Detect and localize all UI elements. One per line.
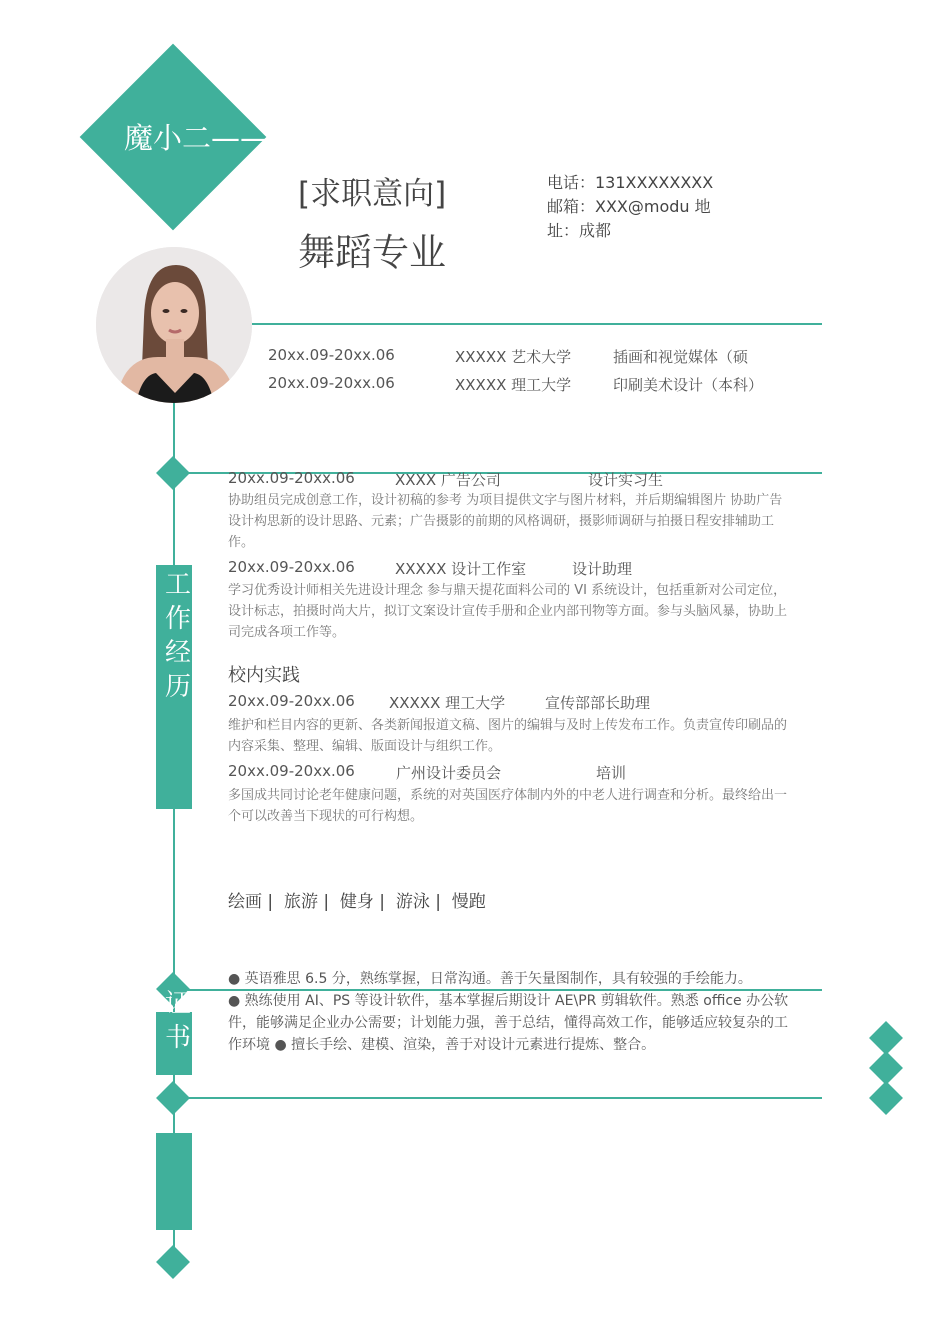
campus-period: 20xx.09-20xx.06 <box>228 762 355 780</box>
work-period: 20xx.09-20xx.06 <box>228 558 355 576</box>
edu-school: XXXXX 理工大学 <box>455 376 572 394</box>
timeline-diamond <box>156 1245 190 1279</box>
edu-major: 印刷美术设计（本科） <box>613 376 764 394</box>
campus-title: 校内实践 <box>228 665 300 686</box>
contact-address: 址：成都 <box>547 221 612 240</box>
section-divider <box>185 1097 822 1099</box>
hobbies-list: 绘画 | 旅游 | 健身 | 游泳 | 慢跑 <box>228 892 486 912</box>
intent-label: [求职意向] <box>298 176 447 212</box>
campus-desc: 多国成共同讨论老年健康问题，系统的对英国医疗体制内外的中老人进行调查和分析。最终给出一个可以改善当下现状的可行构想。 <box>228 788 788 824</box>
contact-phone: 电话：131XXXXXXXX <box>547 173 714 192</box>
campus-desc: 维护和栏目内容的更新、各类新闻报道文稿、图片的编辑与及时上传发布工作。负责宣传印刷品的内容采集、整理、编辑、版面设计与组织工作。 <box>228 718 788 754</box>
work-org: XXXX 广告公司 <box>395 471 501 489</box>
education-divider <box>252 323 822 325</box>
edu-school: XXXXX 艺术大学 <box>455 348 572 366</box>
edu-period: 20xx.09-20xx.06 <box>268 346 395 364</box>
decor-diamond <box>869 1081 903 1115</box>
certificate-item: ● 英语雅思 6.5 分，熟练掌握，日常沟通。善于矢量图制作，具有较强的手绘能力。 <box>228 971 752 987</box>
avatar <box>96 247 252 403</box>
edu-period: 20xx.09-20xx.06 <box>268 374 395 392</box>
campus-period: 20xx.09-20xx.06 <box>228 692 355 710</box>
candidate-name: 魔小二—— <box>124 121 270 155</box>
work-section-title: 工作经历 <box>164 570 191 702</box>
work-desc: 学习优秀设计师相关先进设计理念 参与鼎天提花面料公司的 VI 系统设计，包括重新对公司定位，设计标志，拍摄时尚大片，拟订文案设计宣传手册和企业内部刊物等方面。参与头脑风暴，协助上司完成各项工作等。 <box>228 583 788 640</box>
work-role: 设计实习生 <box>588 471 664 489</box>
work-period: 20xx.09-20xx.06 <box>228 469 355 487</box>
certificate-section-title: 证书 <box>164 989 191 1053</box>
contact-email: 邮箱：XXX@modu 地 <box>547 197 711 216</box>
campus-role: 宣传部部长助理 <box>545 694 651 712</box>
campus-org: 广州设计委员会 <box>396 764 502 782</box>
empty-section-tab <box>156 1133 192 1230</box>
intent-title: 舞蹈专业 <box>298 231 446 274</box>
work-org: XXXXX 设计工作室 <box>395 560 527 578</box>
certificate-para: ● 熟练使用 AI、PS 等设计软件，基本掌握后期设计 AE\PR 剪辑软件。熟悉 office 办公软件，能够满足企业办公需要；计划能力强，善于总结，懂得高效工作，能够适应较复杂的工作环境 ● 擅长手绘、建模、渲染，善于对设计元素进行提炼、整合。 <box>228 993 789 1053</box>
decor-diamond <box>869 1051 903 1085</box>
work-role: 设计助理 <box>572 560 633 578</box>
portrait-icon <box>96 247 252 403</box>
edu-major: 插画和视觉媒体（硕 <box>613 348 749 366</box>
decor-diamond <box>869 1021 903 1055</box>
campus-role: 培训 <box>596 764 627 782</box>
work-desc: 协助组员完成创意工作，设计初稿的参考 为项目提供文字与图片材料，并后期编辑图片 协助广告设计构思新的设计思路、元素；广告摄影的前期的风格调研，摄影师调研与拍摄日程安排辅助工作。 <box>228 493 783 550</box>
campus-org: XXXXX 理工大学 <box>389 694 506 712</box>
